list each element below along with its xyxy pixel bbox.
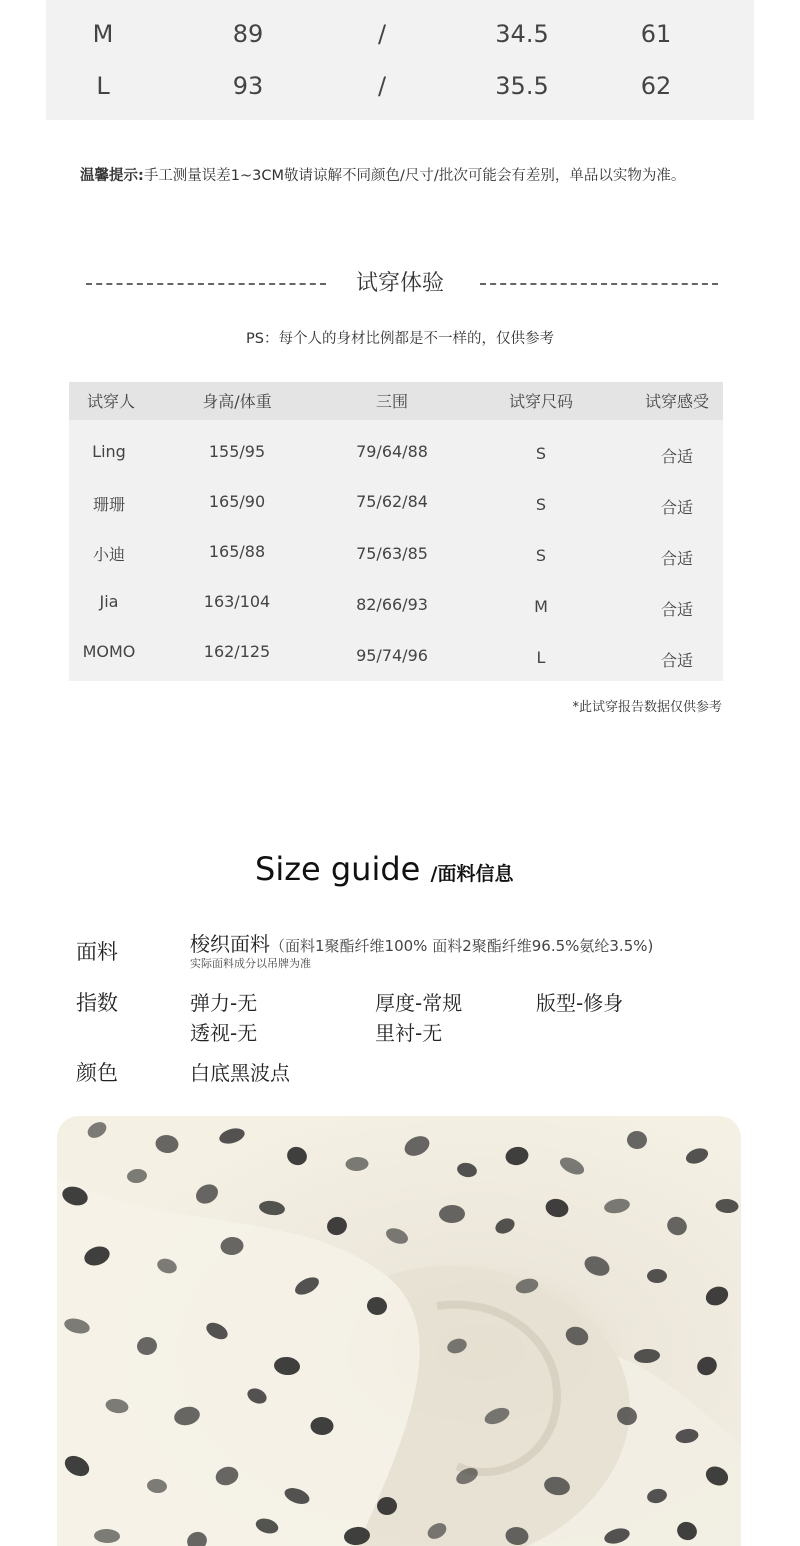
data-disclaimer: *此试穿报告数据仅供参考 xyxy=(572,700,722,715)
table-cell: 95/74/96 xyxy=(356,646,428,665)
size-cell: M xyxy=(92,20,114,48)
fabric-label: 面料 xyxy=(76,940,118,964)
table-cell: S xyxy=(535,444,547,463)
table-cell: 合适 xyxy=(660,447,693,466)
thickness-value: 厚度-常规 xyxy=(375,991,463,1015)
table-cell: 162/125 xyxy=(203,642,271,661)
size-cell: 93 xyxy=(232,72,264,100)
table-cell: 155/95 xyxy=(208,442,266,461)
size-cell: 61 xyxy=(640,20,672,48)
table-cell: 合适 xyxy=(660,498,693,517)
table-cell: 75/63/85 xyxy=(356,544,428,563)
table-cell: MOMO xyxy=(82,642,136,661)
size-guide-title xyxy=(255,850,513,888)
table-cell: Jia xyxy=(99,592,119,611)
size-row-l xyxy=(46,66,754,106)
table-cell: M xyxy=(534,597,548,616)
polka-dot xyxy=(647,1269,667,1283)
table-cell: 珊珊 xyxy=(92,495,125,514)
tryon-table-header xyxy=(69,382,723,420)
size-cell: 34.5 xyxy=(495,20,549,48)
size-guide-heading: Size guide xyxy=(255,850,421,888)
tryon-table xyxy=(69,382,723,681)
table-cell: 小迪 xyxy=(92,545,125,564)
fabric-photo xyxy=(57,1116,741,1546)
header-cell: 试穿人 xyxy=(86,392,135,411)
index-label: 指数 xyxy=(76,991,118,1015)
table-cell: S xyxy=(535,495,547,514)
table-cell: S xyxy=(535,546,547,565)
header-cell: 试穿感受 xyxy=(644,392,709,411)
table-cell: L xyxy=(536,648,546,667)
table-cell: Ling xyxy=(92,442,126,461)
tip-label: 温馨提示: xyxy=(80,168,144,184)
color-label: 颜色 xyxy=(76,1061,118,1085)
size-guide-subtitle: /面料信息 xyxy=(430,863,514,885)
size-row-m xyxy=(46,14,754,54)
tip-text: 手工测量误差1~3CM敬请谅解不同颜色/尺寸/批次可能会有差别，单品以实物为准。 xyxy=(143,168,686,184)
table-cell: 163/104 xyxy=(203,592,271,611)
size-cell: 62 xyxy=(640,72,672,100)
measurement-tip xyxy=(80,164,685,185)
color-value: 白底黑波点 xyxy=(190,1061,290,1085)
size-cell: 89 xyxy=(232,20,264,48)
size-cell: / xyxy=(377,72,387,100)
fabric-note: 实际面料成分以吊牌为准 xyxy=(190,957,311,970)
fit-value: 版型-修身 xyxy=(536,991,624,1015)
table-cell: 165/90 xyxy=(208,492,266,511)
transparency-value: 透视-无 xyxy=(190,1021,258,1045)
table-cell: 75/62/84 xyxy=(356,492,428,511)
header-cell: 试穿尺码 xyxy=(508,392,573,411)
size-cell: 35.5 xyxy=(495,72,549,100)
fabric-value xyxy=(190,928,653,957)
table-cell: 165/88 xyxy=(208,542,266,561)
fabric-composition: （面料1聚酯纤维100% 面料2聚酯纤维96.5%氨纶3.5%) xyxy=(270,937,654,955)
header-cell: 三围 xyxy=(375,392,408,411)
lining-value: 里衬-无 xyxy=(375,1021,443,1045)
size-cell: L xyxy=(96,72,110,100)
size-table xyxy=(46,0,754,120)
table-cell: 合适 xyxy=(660,549,693,568)
size-cell: / xyxy=(377,20,387,48)
polka-dot-fabric-image xyxy=(57,1116,741,1546)
table-cell: 82/66/93 xyxy=(356,595,428,614)
elasticity-value: 弹力-无 xyxy=(190,991,258,1015)
table-cell: 合适 xyxy=(660,600,693,619)
table-cell: 79/64/88 xyxy=(356,442,428,461)
table-cell: 合适 xyxy=(660,651,693,670)
ps-note: PS：每个人的身材比例都是不一样的，仅供参考 xyxy=(246,331,554,347)
tryon-section-title: 试穿体验 xyxy=(355,271,444,296)
fabric-name: 梭织面料 xyxy=(190,932,270,956)
header-cell: 身高/体重 xyxy=(202,392,272,411)
